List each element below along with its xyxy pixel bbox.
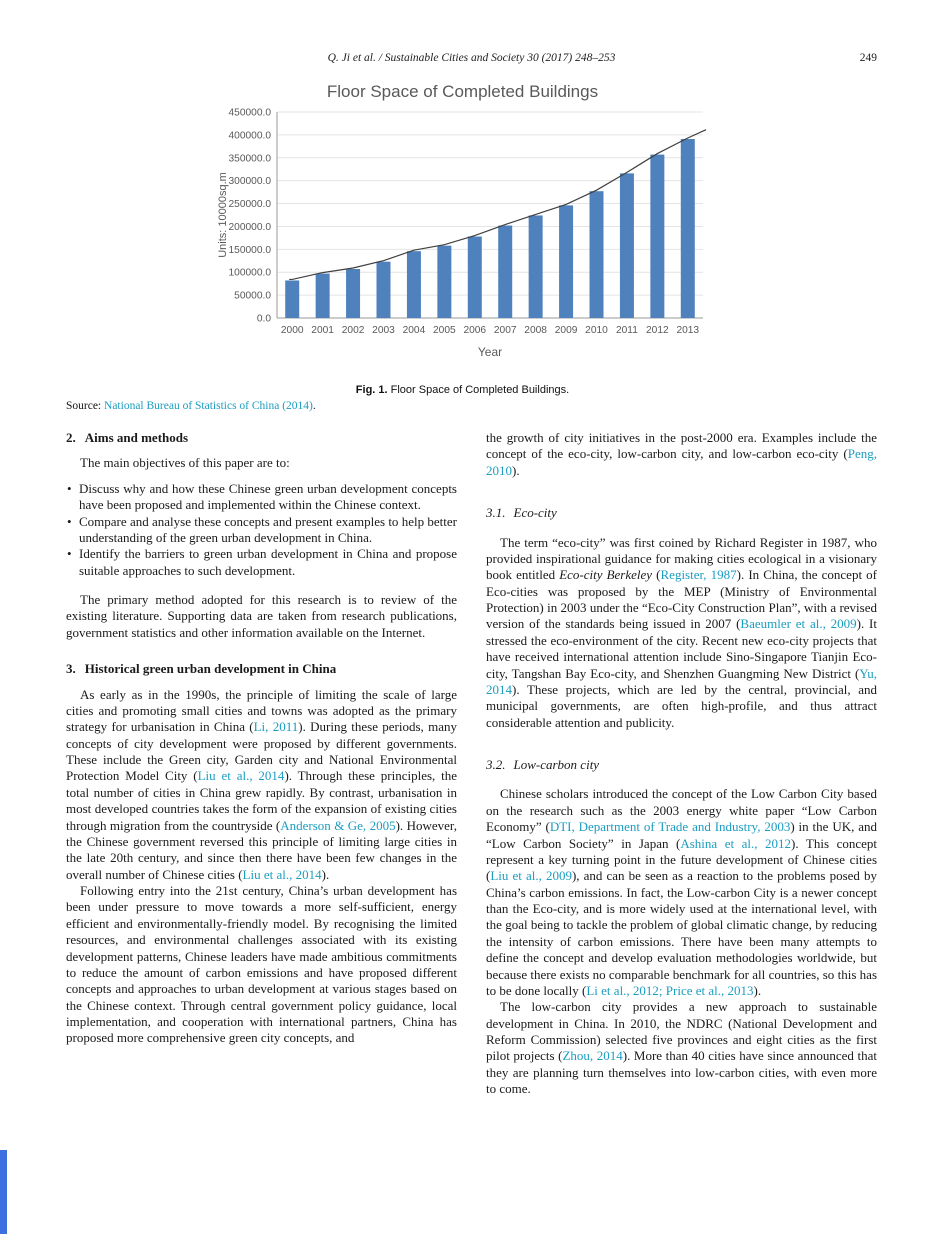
x-tick-label: 2010 — [584, 325, 608, 336]
paragraph — [486, 999, 877, 1097]
x-tick-label: 2005 — [432, 325, 456, 336]
section-2-heading — [66, 430, 457, 446]
citation-link[interactable]: Baeumler et al., 2009 — [740, 616, 857, 632]
text-run: ). During these periods, many concepts of city development were proposed by different governments. These include the Green city, Garden city and National Environmental Protection Model City ( — [66, 719, 457, 784]
text-run: ). — [321, 866, 330, 882]
text-run: ). — [753, 982, 762, 998]
citation-link[interactable]: Liu et al., 2009 — [490, 868, 572, 884]
x-tick-label: 2007 — [493, 325, 517, 336]
citation-link[interactable]: Ashina et al., 2012 — [680, 835, 792, 851]
citation-link[interactable]: Li, 2011 — [253, 719, 299, 735]
citation-link[interactable]: Peng, 2010 — [486, 446, 877, 478]
citation-link[interactable]: Liu et al., 2014 — [197, 768, 285, 784]
bar-2008 — [528, 215, 542, 318]
objective-item: • Discuss why and how these Chinese green urban development concepts have been proposed and implemented within the Chinese context. — [66, 481, 457, 514]
x-tick-label: 2012 — [645, 325, 669, 336]
citation-link[interactable]: Liu et al., 2014 — [242, 866, 322, 882]
y-tick-label: 150000.0 — [228, 244, 271, 256]
page-edge-artifact — [0, 1150, 7, 1234]
section-number: 3.1. — [486, 505, 506, 521]
section-3-2-heading — [486, 757, 877, 773]
text-run: ). Through these principles, the total number of cities in China grew rapidly. By contrast, urbanisation in most developed countries takes the form of the expansion of existing cities through migration from the countryside ( — [66, 768, 457, 833]
text-run: ). It stressed the eco-environment of the city. Recent new eco-city projects that have received international attention include Sino-Singapore Tianjin Eco-city, Tangshan Bay Eco-city, and Shenzhen Guangming New District ( — [486, 616, 877, 681]
citation-link[interactable]: Register, 1987 — [660, 567, 737, 583]
figure-caption — [0, 384, 925, 396]
page-header — [66, 52, 877, 64]
x-tick-label: 2003 — [371, 325, 395, 336]
figure-caption-text: Floor Space of Completed Buildings. — [387, 384, 570, 396]
x-tick-label: 2011 — [615, 325, 638, 336]
bar-2004 — [406, 251, 420, 318]
y-tick-label: 50000.0 — [233, 290, 271, 302]
x-tick-label: 2009 — [554, 325, 577, 336]
page-number: 249 — [859, 52, 877, 64]
objective-item: • Identify the barriers to green urban development in China and propose suitable approaches to such development. — [66, 546, 457, 579]
text-run: As early as in the 1990s, the principle of limiting the scale of large cities and promoting small cities and towns was adopted as the primary strategy for urbanisation in China ( — [66, 686, 457, 735]
section-title: Aims and methods — [84, 430, 189, 445]
bar-2009 — [559, 205, 573, 318]
x-axis-title: Year — [477, 345, 502, 359]
objective-item: • Compare and analyse these concepts and present examples to help better understanding of the green urban development in China. — [66, 514, 457, 547]
citation-link[interactable]: Li et al., 2012; Price et al., 2013 — [586, 982, 754, 998]
text-run: ). These projects, which are led by the central, provincial, and municipal governments, are often high-profile, and thus attract considerable attention and publicity. — [486, 681, 877, 730]
citation-link[interactable]: Anderson & Ge, 2005 — [280, 817, 396, 833]
source-suffix: . — [312, 400, 316, 412]
text-run: Following entry into the 21st century, China’s urban development has been under pressure to move towards a more self-sufficient, energy efficient and environmentally-friendly model. By recognising the limited resources, and environmental challenges associated with its existing development patterns, Chinese leaders have made ambitious commitments to reduce the amount of carbon emissions and have proposed different concepts and approaches to urban development at various stages based on the Chinese context. Through central government policy guidance, local implementation, and cooperation with international partners, China has proposed more comprehensive green city concepts, and — [66, 883, 457, 1046]
bar-2003 — [376, 262, 390, 318]
x-tick-label: 2000 — [280, 325, 304, 336]
x-tick-label: 2001 — [310, 325, 334, 336]
section-number: 3. — [66, 661, 76, 677]
text-run: ), and can be seen as a reaction to the problems posed by China’s carbon emissions. In fact, the Low-carbon City is a newer concept than the Eco-city, and is more widely used at the international level, with the goal being to tackle the problem of global climatic change, by reducing the intensity of carbon emissions. There have been many attempts to define the concept and develop evaluation methodologies worldwide, but because there exists no comparable benchmark for all countries, so this has to be done locally ( — [486, 868, 877, 998]
y-tick-label: 450000.0 — [228, 107, 271, 119]
section-number: 3.2. — [486, 757, 506, 772]
objectives-list — [66, 481, 457, 579]
chart-title: Floor Space of Completed Buildings — [326, 82, 599, 101]
section-3-heading — [66, 661, 457, 677]
section-title: Historical green urban development in China — [84, 661, 337, 677]
paragraph — [486, 535, 877, 732]
x-tick-label: 2006 — [462, 325, 486, 336]
y-tick-label: 350000.0 — [228, 153, 271, 165]
y-axis-title: Units: 10000sq.m — [216, 172, 229, 258]
bar-2006 — [467, 237, 481, 318]
paragraph: The main objectives of this paper are to: — [80, 455, 290, 471]
text-run: ) in the UK, and “Low Carbon Society” in Japan ( — [486, 819, 877, 851]
bar-2012 — [650, 155, 664, 318]
right-column — [486, 430, 877, 1098]
source-prefix: Source: — [66, 400, 105, 412]
bar-2011 — [619, 173, 633, 318]
text-run: ). — [512, 462, 520, 478]
italic-text: Eco-city Berkeley — [559, 567, 653, 583]
left-column — [66, 430, 457, 1098]
text-run: The term “eco-city” was first coined by Richard Register in 1987, who provided inspirational guidance for making cities ecological in a visionary book entitled — [486, 534, 877, 583]
paragraph — [66, 883, 457, 1047]
text-run: the growth of city initiatives in the post-2000 era. Examples include the concept of the eco-city, low-carbon city, and low-carbon eco-city ( — [486, 430, 877, 462]
section-title: Low-carbon city — [513, 757, 600, 772]
y-tick-label: 0.0 — [256, 313, 271, 325]
text-run: ). More than 40 cities have since announced that they are planning turn themselves into low-carbon cities, with even more to come. — [486, 1048, 877, 1097]
figure-caption-label: Fig. 1. — [355, 384, 388, 396]
y-tick-label: 200000.0 — [228, 221, 271, 233]
citation-link[interactable]: DTI, Department of Trade and Industry, 2003 — [549, 819, 791, 835]
bar-2013 — [680, 139, 694, 318]
bar-2001 — [315, 274, 329, 318]
source-link[interactable]: National Bureau of Statistics of China (2014) — [104, 400, 313, 412]
paragraph: The primary method adopted for this research is to review of the existing literature. Supporting data are taken from research publications, government statistics and other information available on the Internet. — [66, 592, 457, 640]
bar-2010 — [589, 191, 603, 318]
citation-link[interactable]: Zhou, 2014 — [562, 1048, 623, 1064]
text-run: ). In China, the concept of Eco-cities was proposed by the MEP (Ministry of Environmental Protection) in 2003 under the “Eco-City Construction Plan”, with a revised version of the standards being issued in 2007 ( — [486, 567, 877, 632]
paragraph — [66, 687, 457, 884]
bar-2002 — [346, 269, 360, 318]
section-title: Eco-city — [513, 505, 557, 521]
trend-line — [289, 130, 706, 280]
x-tick-label: 2013 — [675, 325, 699, 336]
x-tick-label: 2004 — [402, 325, 425, 336]
section-number: 2. — [66, 430, 76, 445]
figure-1 — [203, 82, 723, 369]
bar-2007 — [498, 226, 512, 318]
running-head: Q. Ji et al. / Sustainable Cities and Society 30 (2017) 248–253 — [327, 52, 616, 64]
citation-link[interactable]: Yu, 2014 — [486, 665, 877, 697]
text-run: ). However, the Chinese government reversed this principle of limiting large cities in the late 20th century, and since then there have been few changes in the overall number of Chinese cities ( — [66, 817, 457, 882]
y-tick-label: 250000.0 — [228, 199, 271, 211]
y-tick-label: 400000.0 — [228, 130, 271, 142]
paragraph — [486, 430, 877, 479]
text-run: ). This concept represent a key turning point in the future development of Chinese cities ( — [486, 835, 877, 884]
text-run: The low-carbon city provides a new approach to sustainable development in China. In 2010, the NDRC (National Development and Reform Commission) selected five provinces and eight cities as the first pilot projects ( — [486, 999, 877, 1064]
paragraph — [486, 786, 877, 999]
figure-source — [66, 400, 316, 412]
two-column-body — [66, 430, 877, 1098]
x-tick-label: 2008 — [523, 325, 547, 336]
text-run: Chinese scholars introduced the concept of the Low Carbon City based on the research such as the 2003 energy white paper “Low Carbon Economy” ( — [486, 786, 877, 835]
chart-canvas — [213, 106, 713, 369]
section-3-1-heading — [486, 505, 877, 521]
y-tick-label: 300000.0 — [228, 176, 271, 188]
bar-2005 — [437, 246, 451, 318]
x-tick-label: 2002 — [341, 325, 364, 336]
y-tick-label: 100000.0 — [228, 267, 271, 279]
text-run: ( — [652, 567, 661, 583]
bar-2000 — [285, 280, 299, 318]
completed-buildings-chart — [213, 106, 713, 364]
